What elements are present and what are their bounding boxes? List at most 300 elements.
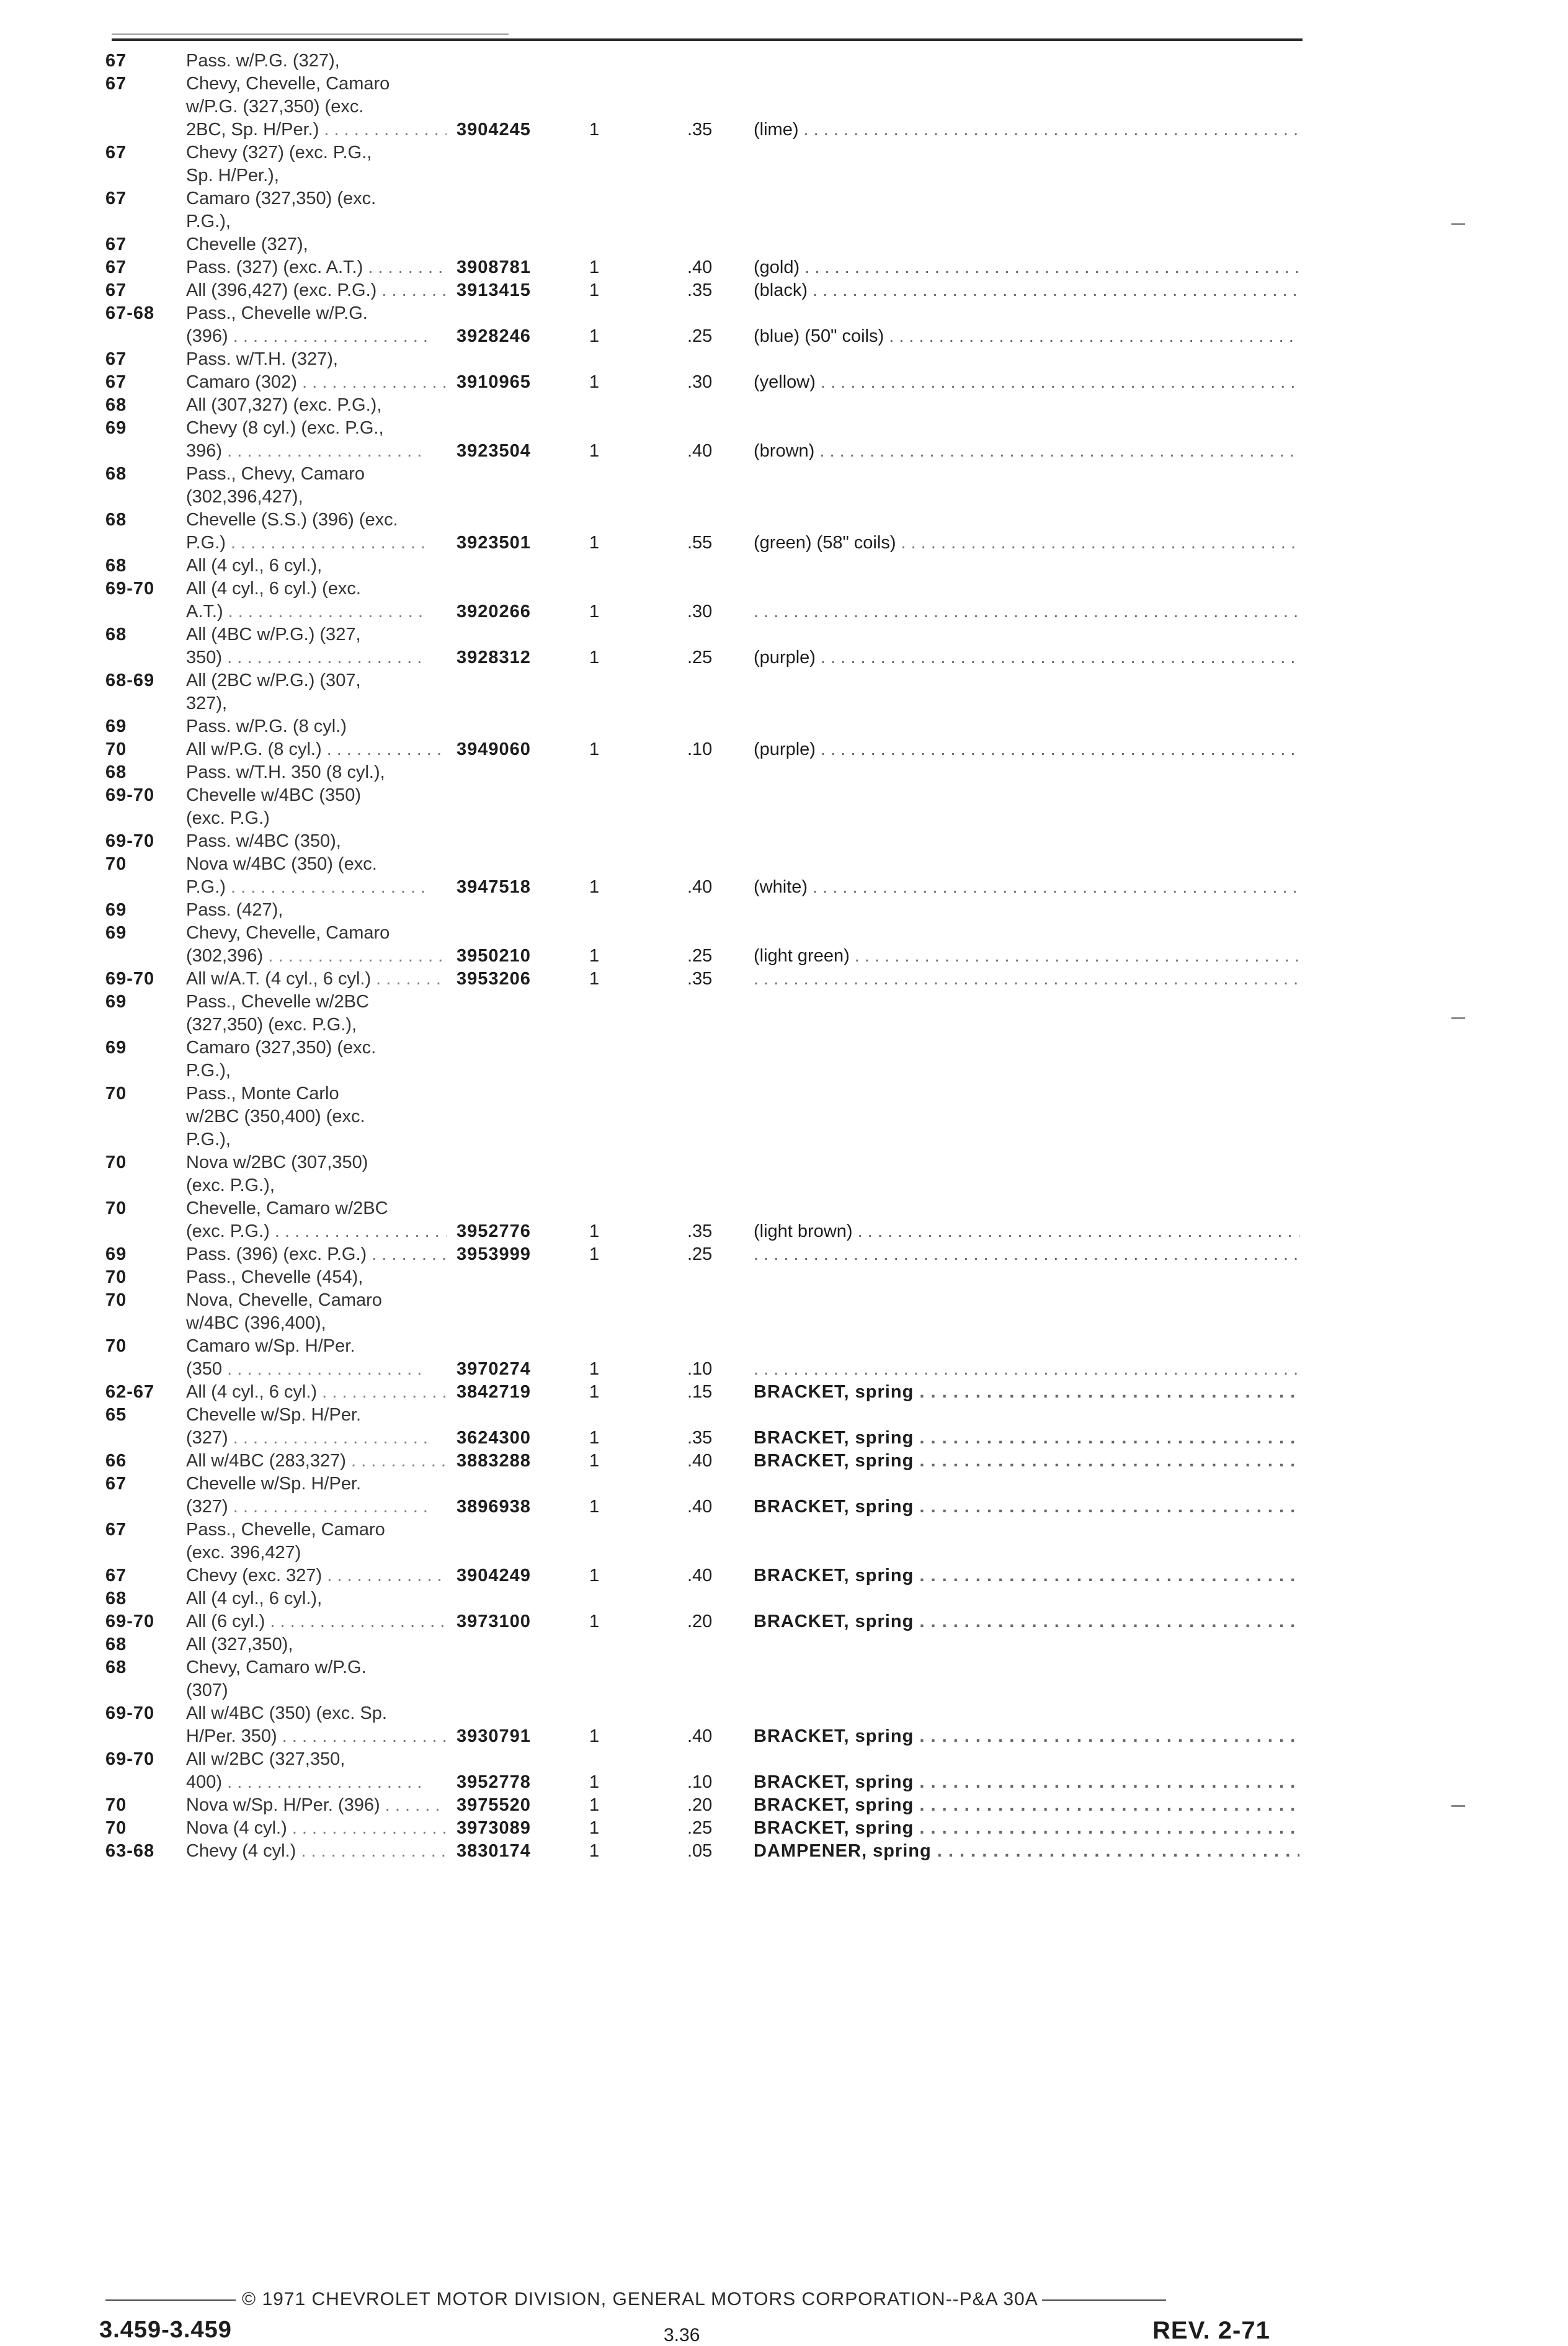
table-row	[0, 1197, 1568, 1220]
application: Chevelle (S.S.) (396) (exc.	[186, 510, 398, 530]
price: .05	[687, 1841, 713, 1861]
price: .25	[687, 648, 713, 667]
model-year: 68	[105, 556, 127, 576]
description: (white) . . .	[754, 876, 1299, 899]
price: .15	[687, 1382, 713, 1402]
part-number: 3949060	[457, 739, 531, 759]
application: Pass. (427),	[186, 900, 283, 920]
model-year: 67	[105, 257, 127, 277]
price: .35	[687, 1428, 713, 1448]
part-number: 3923504	[457, 441, 531, 461]
page-section-number: 3.459-3.459	[99, 2317, 232, 2343]
table-row	[0, 187, 1568, 210]
application: P.G.) . . .	[186, 532, 447, 555]
application: All w/A.T. (4 cyl., 6 cyl.) . . .	[186, 968, 447, 991]
description	[754, 968, 1299, 991]
part-number: 3973089	[457, 1818, 531, 1838]
table-row	[0, 692, 1568, 715]
table-row	[0, 899, 1568, 922]
application: Pass. (327) (exc. A.T.) . . .	[186, 256, 447, 279]
table-row	[0, 1817, 1568, 1840]
description: (light green) . . .	[754, 945, 1299, 968]
margin-mark	[1451, 1805, 1465, 1807]
part-number: 3953206	[457, 969, 531, 989]
table-row	[0, 141, 1568, 164]
quantity: 1	[589, 1382, 600, 1402]
table-row	[0, 1404, 1568, 1427]
description: BRACKET, spring . . .	[754, 1610, 1299, 1633]
application: Chevelle w/Sp. H/Per.	[186, 1474, 362, 1494]
table-row	[0, 302, 1568, 325]
top-rule	[112, 38, 1303, 41]
model-year: 70	[105, 1290, 127, 1310]
application: Nova w/Sp. H/Per. (396) . . .	[186, 1794, 447, 1817]
table-row	[0, 486, 1568, 509]
table-row	[0, 371, 1568, 394]
application: All (6 cyl.) . . .	[186, 1610, 447, 1633]
quantity: 1	[589, 441, 600, 461]
part-number: 3920266	[457, 602, 531, 622]
model-year: 68	[105, 464, 127, 484]
application: Nova w/2BC (307,350)	[186, 1153, 368, 1172]
table-row	[0, 807, 1568, 830]
model-year: 63-68	[105, 1841, 155, 1861]
copyright-line	[105, 2289, 1284, 2310]
model-year: 68-69	[105, 671, 155, 690]
application: Pass., Chevelle w/2BC	[186, 992, 369, 1012]
application: Pass. w/T.H. 350 (8 cyl.),	[186, 762, 385, 782]
table-row	[0, 1266, 1568, 1289]
description: (light brown) . . .	[754, 1220, 1299, 1243]
table-row	[0, 1335, 1568, 1358]
part-number: 3904249	[457, 1566, 531, 1586]
application: (exc. P.G.)	[186, 808, 270, 828]
table-row	[0, 968, 1568, 991]
table-row	[0, 830, 1568, 853]
application: All (4 cyl., 6 cyl.) . . .	[186, 1381, 447, 1404]
description: BRACKET, spring . . .	[754, 1794, 1299, 1817]
application: P.G.),	[186, 1130, 231, 1149]
model-year: 69-70	[105, 831, 155, 851]
description: BRACKET, spring . . .	[754, 1450, 1299, 1473]
model-year: 67	[105, 349, 127, 369]
model-year: 67	[105, 51, 127, 71]
table-row	[0, 256, 1568, 279]
model-year: 69	[105, 923, 127, 943]
application: All (396,427) (exc. P.G.) . . .	[186, 279, 447, 302]
model-year: 69-70	[105, 579, 155, 599]
price: .55	[687, 533, 713, 553]
table-row	[0, 164, 1568, 187]
table-row	[0, 532, 1568, 555]
table-row	[0, 1312, 1568, 1335]
model-year: 67	[105, 1520, 127, 1540]
price: .35	[687, 969, 713, 989]
application: (302,396,427),	[186, 487, 303, 507]
quantity: 1	[589, 1244, 600, 1264]
part-number: 3908781	[457, 257, 531, 277]
description: (purple) . . .	[754, 646, 1299, 669]
table-row	[0, 1564, 1568, 1587]
application: 327),	[186, 694, 228, 713]
model-year: 69	[105, 1038, 127, 1058]
application: Pass. w/T.H. (327),	[186, 349, 338, 369]
model-year: 67	[105, 234, 127, 254]
application: (307)	[186, 1680, 228, 1700]
price: .20	[687, 1612, 713, 1631]
quantity: 1	[589, 739, 600, 759]
model-year: 67	[105, 372, 127, 392]
part-number: 3830174	[457, 1841, 531, 1861]
application: Chevy (4 cyl.) . . .	[186, 1840, 447, 1863]
part-number: 3928312	[457, 648, 531, 667]
price: .40	[687, 1566, 713, 1586]
model-year: 68	[105, 395, 127, 415]
application: Pass., Chevelle w/P.G.	[186, 303, 368, 323]
table-row	[0, 1473, 1568, 1496]
model-year: 69-70	[105, 1703, 155, 1723]
table-row	[0, 325, 1568, 348]
application: Camaro (327,350) (exc.	[186, 189, 376, 208]
model-year: 70	[105, 1153, 127, 1172]
description: (gold) . . .	[754, 256, 1299, 279]
table-row	[0, 600, 1568, 623]
application: H/Per. 350) . . .	[186, 1725, 447, 1748]
quantity: 1	[589, 1451, 600, 1471]
quantity: 1	[589, 1221, 600, 1241]
table-row	[0, 853, 1568, 876]
application: Pass. w/4BC (350),	[186, 831, 341, 851]
table-row	[0, 1105, 1568, 1128]
table-row	[0, 1610, 1568, 1633]
table-row	[0, 96, 1568, 118]
table-row	[0, 578, 1568, 600]
model-year: 70	[105, 854, 127, 874]
application: P.G.),	[186, 212, 231, 231]
table-row	[0, 1725, 1568, 1748]
price: .30	[687, 602, 713, 622]
table-row	[0, 945, 1568, 968]
table-row	[0, 1014, 1568, 1037]
table-row	[0, 1174, 1568, 1197]
application: 350) . . .	[186, 646, 447, 669]
application: (327) . . .	[186, 1427, 447, 1450]
table-row	[0, 1381, 1568, 1404]
application: Camaro w/Sp. H/Per.	[186, 1336, 355, 1356]
application: Chevelle, Camaro w/2BC	[186, 1198, 388, 1218]
part-number: 3624300	[457, 1428, 531, 1448]
model-year: 67-68	[105, 303, 155, 323]
quantity: 1	[589, 120, 600, 140]
table-row	[0, 1519, 1568, 1541]
price: .30	[687, 372, 713, 392]
application: Pass. w/P.G. (327),	[186, 51, 340, 71]
application: P.G.) . . .	[186, 876, 447, 899]
application: w/2BC (350,400) (exc.	[186, 1107, 365, 1126]
quantity: 1	[589, 877, 600, 897]
model-year: 70	[105, 1336, 127, 1356]
table-row	[0, 1151, 1568, 1174]
application: 400) . . .	[186, 1771, 447, 1794]
part-number: 3952778	[457, 1772, 531, 1792]
model-year: 68	[105, 510, 127, 530]
part-number: 3950210	[457, 946, 531, 966]
model-year: 68	[105, 1635, 127, 1654]
application: Sp. H/Per.),	[186, 166, 279, 185]
part-number: 3975520	[457, 1795, 531, 1815]
quantity: 1	[589, 1359, 600, 1379]
application: All w/4BC (350) (exc. Sp.	[186, 1703, 387, 1723]
application: (396) . . .	[186, 325, 447, 348]
application: Pass., Chevelle, Camaro	[186, 1520, 385, 1540]
table-row	[0, 1358, 1568, 1381]
quantity: 1	[589, 1566, 600, 1586]
price: .20	[687, 1795, 713, 1815]
quantity: 1	[589, 1428, 600, 1448]
model-year: 68	[105, 1657, 127, 1677]
application: Chevelle (327),	[186, 234, 308, 254]
application: A.T.) . . .	[186, 600, 447, 623]
part-number: 3910965	[457, 372, 531, 392]
quantity: 1	[589, 602, 600, 622]
part-number: 3953999	[457, 1244, 531, 1264]
quantity: 1	[589, 533, 600, 553]
application: Pass. (396) (exc. P.G.) . . .	[186, 1243, 447, 1266]
table-row	[0, 417, 1568, 440]
description: BRACKET, spring . . .	[754, 1725, 1299, 1748]
part-number: 3896938	[457, 1497, 531, 1517]
quantity: 1	[589, 280, 600, 300]
model-year: 69-70	[105, 785, 155, 805]
model-year: 67	[105, 1566, 127, 1586]
table-row	[0, 1541, 1568, 1564]
description: BRACKET, spring . . .	[754, 1771, 1299, 1794]
quantity: 1	[589, 1497, 600, 1517]
model-year: 67	[105, 280, 127, 300]
table-row	[0, 784, 1568, 807]
description: BRACKET, spring . . .	[754, 1817, 1299, 1840]
parts-table	[0, 50, 1568, 1863]
description: BRACKET, spring . . .	[754, 1496, 1299, 1519]
table-row	[0, 1587, 1568, 1610]
application: Chevy (exc. 327) . . .	[186, 1564, 447, 1587]
quantity: 1	[589, 1772, 600, 1792]
price: .10	[687, 1772, 713, 1792]
application: (327) . . .	[186, 1496, 447, 1519]
table-row	[0, 1082, 1568, 1105]
description: BRACKET, spring . . .	[754, 1564, 1299, 1587]
table-row	[0, 279, 1568, 302]
model-year: 68	[105, 625, 127, 644]
application: (302,396) . . .	[186, 945, 447, 968]
table-row	[0, 555, 1568, 578]
price: .25	[687, 1244, 713, 1264]
model-year: 69-70	[105, 1612, 155, 1631]
application: All (4 cyl., 6 cyl.),	[186, 1589, 323, 1608]
price: .25	[687, 946, 713, 966]
price: .35	[687, 1221, 713, 1241]
model-year: 67	[105, 74, 127, 94]
description	[754, 1358, 1299, 1381]
model-year: 70	[105, 739, 127, 759]
model-year: 69	[105, 418, 127, 438]
price: .40	[687, 257, 713, 277]
part-number: 3842719	[457, 1382, 531, 1402]
application: All (4BC w/P.G.) (327,	[186, 625, 361, 644]
model-year: 68	[105, 762, 127, 782]
table-row	[0, 1633, 1568, 1656]
table-row	[0, 922, 1568, 945]
quantity: 1	[589, 1795, 600, 1815]
application: (exc. P.G.),	[186, 1175, 275, 1195]
description	[754, 1243, 1299, 1266]
description: (purple) . . .	[754, 738, 1299, 761]
application: Nova w/4BC (350) (exc.	[186, 854, 377, 874]
table-row	[0, 1771, 1568, 1794]
application: (exc. P.G.) . . .	[186, 1220, 447, 1243]
application: All (4 cyl., 6 cyl.) (exc.	[186, 579, 361, 599]
application: All w/2BC (327,350,	[186, 1749, 345, 1769]
table-row	[0, 1679, 1568, 1702]
part-number: 3947518	[457, 877, 531, 897]
model-year: 66	[105, 1451, 127, 1471]
application: Pass., Chevy, Camaro	[186, 464, 365, 484]
table-row	[0, 1037, 1568, 1059]
description: BRACKET, spring . . .	[754, 1427, 1299, 1450]
table-row	[0, 1656, 1568, 1679]
table-row	[0, 761, 1568, 784]
application: Pass., Monte Carlo	[186, 1084, 339, 1104]
model-year: 67	[105, 143, 127, 163]
part-number: 3970274	[457, 1359, 531, 1379]
model-year: 70	[105, 1818, 127, 1838]
revision-date: REV. 2-71	[1152, 2317, 1270, 2344]
table-row	[0, 509, 1568, 532]
description: (black) . . .	[754, 279, 1299, 302]
application: All w/P.G. (8 cyl.) . . .	[186, 738, 447, 761]
model-year: 70	[105, 1795, 127, 1815]
application: Nova, Chevelle, Camaro	[186, 1290, 382, 1310]
price: .35	[687, 280, 713, 300]
model-year: 67	[105, 1474, 127, 1494]
table-row	[0, 1289, 1568, 1312]
application: All (2BC w/P.G.) (307,	[186, 671, 361, 690]
table-row	[0, 1840, 1568, 1863]
application: All w/4BC (283,327) . . .	[186, 1450, 447, 1473]
price: .25	[687, 326, 713, 346]
price: .40	[687, 1726, 713, 1746]
table-row	[0, 1427, 1568, 1450]
description	[754, 600, 1299, 623]
table-row	[0, 876, 1568, 899]
quantity: 1	[589, 648, 600, 667]
price: .40	[687, 1451, 713, 1471]
application: Camaro (327,350) (exc.	[186, 1038, 376, 1058]
quantity: 1	[589, 1841, 600, 1861]
table-row	[0, 623, 1568, 646]
table-row	[0, 738, 1568, 761]
application: Chevy (8 cyl.) (exc. P.G.,	[186, 418, 384, 438]
quantity: 1	[589, 969, 600, 989]
application: Pass., Chevelle (454),	[186, 1267, 363, 1287]
table-row	[0, 50, 1568, 73]
model-year: 70	[105, 1267, 127, 1287]
description: (yellow) . . .	[754, 371, 1299, 394]
application: Chevy, Camaro w/P.G.	[186, 1657, 367, 1677]
application: Pass. w/P.G. (8 cyl.)	[186, 716, 347, 736]
table-row	[0, 1702, 1568, 1725]
application: Camaro (302) . . .	[186, 371, 447, 394]
application: Chevy, Chevelle, Camaro	[186, 923, 390, 943]
table-row	[0, 394, 1568, 417]
price: .40	[687, 1497, 713, 1517]
model-year: 65	[105, 1405, 127, 1425]
model-year: 68	[105, 1589, 127, 1608]
table-row	[0, 991, 1568, 1014]
description: (lime) . . .	[754, 118, 1299, 141]
quantity: 1	[589, 1818, 600, 1838]
description: (blue) (50" coils) . . .	[754, 325, 1299, 348]
model-year: 69-70	[105, 969, 155, 989]
description: DAMPENER, spring . . .	[754, 1840, 1299, 1863]
table-row	[0, 1128, 1568, 1151]
table-row	[0, 73, 1568, 96]
page-number: 3.36	[664, 2325, 700, 2345]
model-year: 69	[105, 992, 127, 1012]
margin-mark	[1451, 1017, 1465, 1019]
application: w/P.G. (327,350) (exc.	[186, 97, 364, 117]
application: 2BC, Sp. H/Per.) . . .	[186, 118, 447, 141]
part-number: 3928246	[457, 326, 531, 346]
quantity: 1	[589, 326, 600, 346]
model-year: 69-70	[105, 1749, 155, 1769]
application: P.G.),	[186, 1061, 231, 1081]
table-row	[0, 1243, 1568, 1266]
price: .10	[687, 739, 713, 759]
table-row	[0, 715, 1568, 738]
table-row	[0, 1748, 1568, 1771]
quantity: 1	[589, 257, 600, 277]
quantity: 1	[589, 372, 600, 392]
price: .10	[687, 1359, 713, 1379]
table-row	[0, 118, 1568, 141]
application: 396) . . .	[186, 440, 447, 463]
application: All (327,350),	[186, 1635, 293, 1654]
application: w/4BC (396,400),	[186, 1313, 326, 1333]
application: (350 . . .	[186, 1358, 447, 1381]
part-number: 3973100	[457, 1612, 531, 1631]
table-row	[0, 1450, 1568, 1473]
model-year: 69	[105, 716, 127, 736]
part-number: 3913415	[457, 280, 531, 300]
table-row	[0, 1794, 1568, 1817]
copyright-text: © 1971 CHEVROLET MOTOR DIVISION, GENERAL MOTORS CORPORATION--P&A 30A	[242, 2289, 1038, 2309]
price: .40	[687, 441, 713, 461]
quantity: 1	[589, 1726, 600, 1746]
application: (327,350) (exc. P.G.),	[186, 1015, 357, 1035]
part-number: 3883288	[457, 1451, 531, 1471]
part-number: 3930791	[457, 1726, 531, 1746]
application: All (307,327) (exc. P.G.),	[186, 395, 382, 415]
model-year: 62-67	[105, 1382, 155, 1402]
description: (brown) . . .	[754, 440, 1299, 463]
margin-mark	[1451, 223, 1465, 225]
table-row	[0, 233, 1568, 256]
price: .35	[687, 120, 713, 140]
application: Chevelle w/4BC (350)	[186, 785, 362, 805]
quantity: 1	[589, 946, 600, 966]
part-number: 3952776	[457, 1221, 531, 1241]
